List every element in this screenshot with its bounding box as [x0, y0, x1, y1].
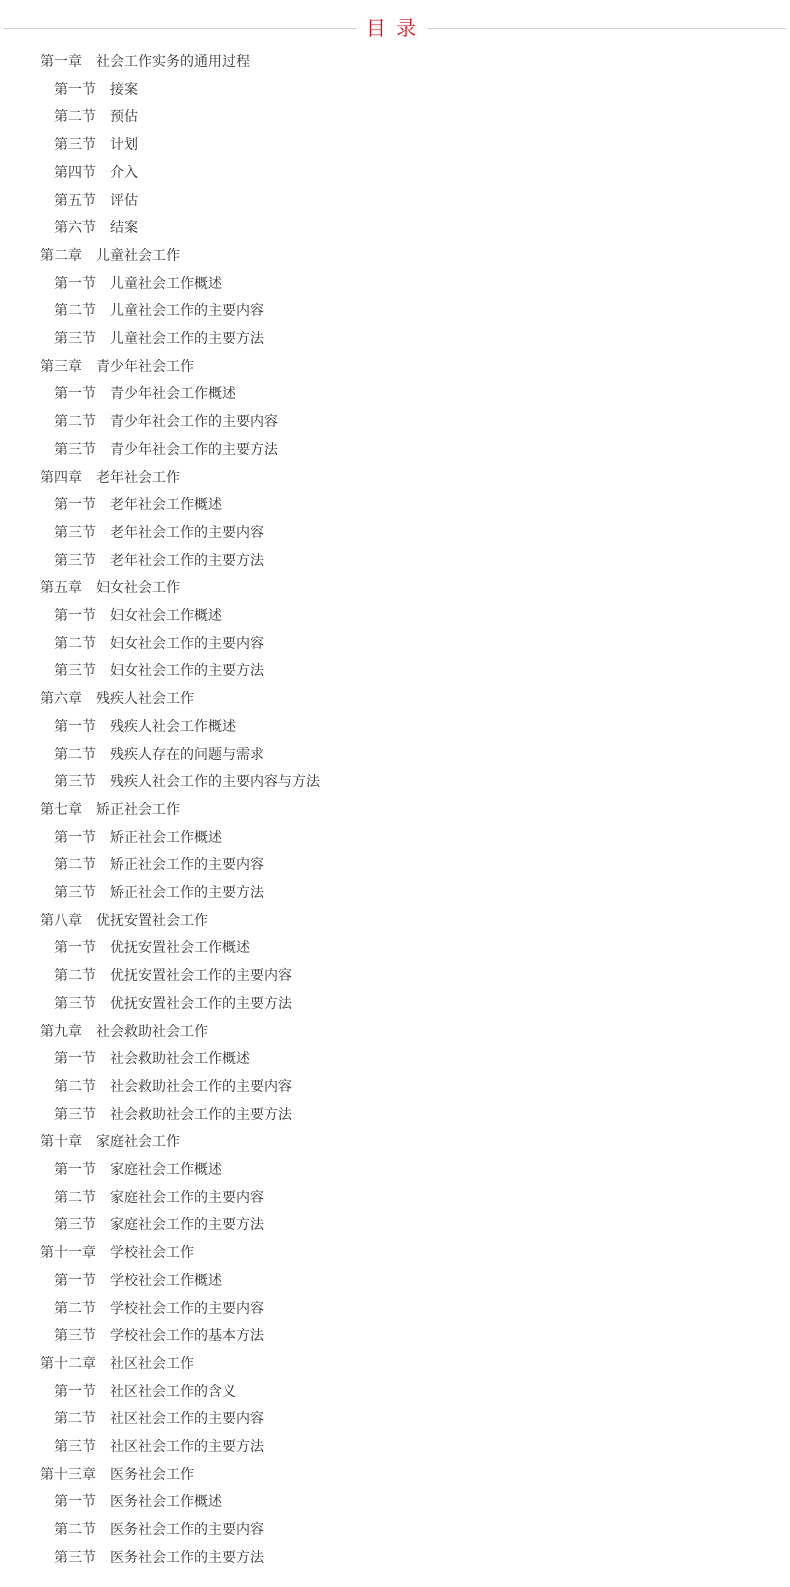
section-title: 社区社会工作的含义 — [110, 1383, 236, 1400]
section-number: 第五节 — [54, 192, 96, 209]
section-title: 残疾人社会工作概述 — [110, 718, 236, 735]
toc-chapter-link[interactable] — [40, 685, 194, 713]
section-number: 第三节 — [54, 1328, 96, 1345]
chapter-title: 老年社会工作 — [96, 469, 180, 486]
section-title: 结案 — [110, 220, 138, 237]
chapter-number: 第九章 — [40, 1023, 82, 1040]
section-title: 老年社会工作的主要内容 — [110, 524, 264, 541]
section-title: 医务社会工作概述 — [110, 1494, 222, 1511]
section-number: 第二节 — [54, 1078, 96, 1095]
section-number: 第三节 — [54, 1217, 96, 1234]
section-title: 家庭社会工作的主要方法 — [110, 1217, 264, 1234]
chapter-title: 家庭社会工作 — [96, 1134, 180, 1151]
toc-section-link[interactable] — [54, 380, 236, 408]
section-number: 第一节 — [54, 275, 96, 292]
chapter-title: 儿童社会工作 — [96, 247, 180, 264]
section-title: 优抚安置社会工作的主要方法 — [110, 995, 292, 1012]
section-number: 第一节 — [54, 608, 96, 624]
toc-section-link[interactable] — [54, 1433, 264, 1461]
section-title: 学校社会工作概述 — [110, 1272, 222, 1289]
toc-chapter-link[interactable] — [40, 1350, 194, 1378]
toc-chapter-link[interactable] — [40, 1018, 208, 1046]
toc-section-link[interactable] — [54, 934, 250, 962]
section-number: 第一节 — [54, 1272, 96, 1289]
section-title: 社区社会工作的主要内容 — [110, 1411, 264, 1428]
chapter-title: 社会工作实务的通用过程 — [96, 54, 250, 70]
section-number: 第一节 — [54, 829, 96, 846]
toc-chapter-link[interactable] — [40, 1239, 194, 1267]
section-number: 第三节 — [54, 524, 96, 541]
section-number: 第二节 — [54, 1189, 96, 1206]
chapter-number: 第十二章 — [40, 1355, 96, 1372]
chapter-number: 第二章 — [40, 247, 82, 264]
chapter-number: 第七章 — [40, 801, 82, 818]
section-number: 第一节 — [54, 940, 96, 957]
section-title: 社会救助社会工作的主要内容 — [110, 1078, 292, 1095]
section-title: 介入 — [110, 164, 138, 181]
section-title: 社会救助社会工作概述 — [110, 1051, 250, 1068]
toc-chapter-link[interactable] — [40, 48, 250, 76]
section-number: 第四节 — [54, 164, 96, 181]
toc-section-link[interactable] — [54, 1516, 264, 1544]
page-title: 目 录 — [365, 16, 419, 40]
section-number: 第一节 — [54, 386, 96, 403]
toc-section-link[interactable] — [54, 713, 236, 741]
toc-section-link[interactable] — [54, 103, 138, 131]
chapter-title: 残疾人社会工作 — [96, 691, 194, 708]
chapter-number: 第六章 — [40, 691, 82, 708]
toc-section-link[interactable] — [54, 1211, 264, 1239]
toc-chapter-link[interactable] — [40, 242, 180, 270]
toc-chapter-link[interactable] — [40, 907, 208, 935]
toc-section-link[interactable] — [54, 1322, 264, 1350]
toc-section-link[interactable] — [54, 1184, 264, 1212]
toc-chapter-link[interactable] — [40, 1128, 180, 1156]
section-number: 第三节 — [54, 1439, 96, 1455]
toc-section-link[interactable] — [54, 1488, 222, 1516]
section-number: 第一节 — [54, 1162, 96, 1178]
section-number: 第一节 — [54, 1051, 96, 1068]
toc-section-link[interactable] — [54, 1267, 222, 1295]
toc-section-link[interactable] — [54, 131, 138, 159]
chapter-title: 矫正社会工作 — [96, 801, 180, 818]
toc-section-link[interactable] — [54, 270, 222, 298]
toc-section-link[interactable] — [54, 1544, 264, 1572]
section-title: 老年社会工作概述 — [110, 497, 222, 514]
section-title: 优抚安置社会工作概述 — [110, 940, 250, 957]
section-title: 残疾人社会工作的主要内容与方法 — [110, 774, 320, 791]
section-title: 儿童社会工作概述 — [110, 275, 222, 292]
toc-section-link[interactable] — [54, 1045, 250, 1073]
toc-section-link[interactable] — [54, 1156, 222, 1184]
section-number: 第一节 — [54, 1383, 96, 1400]
section-number: 第一节 — [54, 1494, 96, 1511]
section-number: 第二节 — [54, 1411, 96, 1428]
section-title: 儿童社会工作的主要内容 — [110, 303, 264, 320]
section-title: 家庭社会工作的主要内容 — [110, 1189, 264, 1206]
chapter-number: 第三章 — [40, 358, 82, 375]
section-title: 妇女社会工作概述 — [110, 608, 222, 624]
section-title: 学校社会工作的基本方法 — [110, 1328, 264, 1345]
toc-chapter-link[interactable] — [40, 1461, 194, 1489]
section-title: 学校社会工作的主要内容 — [110, 1300, 264, 1317]
toc-section-link[interactable] — [54, 491, 222, 519]
section-title: 妇女社会工作的主要方法 — [110, 663, 264, 680]
section-title: 社区社会工作的主要方法 — [110, 1439, 264, 1455]
chapter-number: 第十章 — [40, 1134, 82, 1151]
toc-section-link[interactable] — [54, 187, 138, 215]
toc-section-link[interactable] — [54, 76, 138, 104]
header-divider-right — [428, 28, 786, 29]
section-number: 第三节 — [54, 995, 96, 1012]
section-title: 家庭社会工作概述 — [110, 1162, 222, 1178]
toc-chapter-link[interactable] — [40, 353, 194, 381]
section-title: 残疾人存在的问题与需求 — [110, 746, 264, 763]
toc-section-link[interactable] — [54, 630, 264, 658]
section-title: 社会救助社会工作的主要方法 — [110, 1106, 292, 1123]
toc-chapter-link[interactable] — [40, 574, 180, 602]
section-title: 评估 — [110, 192, 138, 209]
section-title: 医务社会工作的主要内容 — [110, 1522, 264, 1539]
section-title: 青少年社会工作的主要内容 — [110, 414, 278, 431]
section-number: 第二节 — [54, 857, 96, 874]
section-number: 第三节 — [54, 1549, 96, 1566]
section-number: 第一节 — [54, 497, 96, 514]
section-title: 矫正社会工作的主要内容 — [110, 857, 264, 874]
toc-section-link[interactable] — [54, 1073, 292, 1101]
section-title: 计划 — [110, 137, 138, 154]
chapter-title: 医务社会工作 — [110, 1466, 194, 1483]
toc-section-link[interactable] — [54, 741, 264, 769]
toc-section-link[interactable] — [54, 547, 264, 575]
section-title: 接案 — [110, 81, 138, 98]
section-number: 第三节 — [54, 137, 96, 154]
section-number: 第六节 — [54, 220, 96, 237]
section-number: 第二节 — [54, 635, 96, 652]
section-title: 矫正社会工作概述 — [110, 829, 222, 846]
section-title: 青少年社会工作的主要方法 — [110, 441, 278, 458]
section-number: 第二节 — [54, 414, 96, 431]
section-title: 儿童社会工作的主要方法 — [110, 331, 264, 347]
section-number: 第二节 — [54, 968, 96, 985]
section-title: 妇女社会工作的主要内容 — [110, 635, 264, 652]
toc-chapter-link[interactable] — [40, 464, 180, 492]
chapter-title: 社会救助社会工作 — [96, 1023, 208, 1040]
toc-section-link[interactable] — [54, 657, 264, 685]
section-number: 第二节 — [54, 746, 96, 763]
section-number: 第三节 — [54, 885, 96, 901]
header-divider-left — [4, 28, 356, 29]
chapter-number: 第四章 — [40, 469, 82, 486]
toc-section-link[interactable] — [54, 879, 264, 907]
section-number: 第一节 — [54, 81, 96, 98]
section-number: 第二节 — [54, 1300, 96, 1317]
section-title: 青少年社会工作概述 — [110, 386, 236, 403]
toc-section-link[interactable] — [54, 325, 264, 353]
toc-section-link[interactable] — [54, 602, 222, 630]
section-title: 医务社会工作的主要方法 — [110, 1549, 264, 1566]
section-number: 第一节 — [54, 718, 96, 735]
section-title: 优抚安置社会工作的主要内容 — [110, 968, 292, 985]
section-title: 矫正社会工作的主要方法 — [110, 885, 264, 901]
toc-section-link[interactable] — [54, 1378, 236, 1406]
toc-section-link[interactable] — [54, 851, 264, 879]
section-number: 第二节 — [54, 1522, 96, 1539]
chapter-number: 第十三章 — [40, 1466, 96, 1483]
chapter-number: 第五章 — [40, 580, 82, 597]
chapter-title: 青少年社会工作 — [96, 358, 194, 375]
toc-section-link[interactable] — [54, 436, 278, 464]
section-number: 第三节 — [54, 552, 96, 569]
section-number: 第三节 — [54, 441, 96, 458]
toc-section-link[interactable] — [54, 1101, 292, 1129]
section-title: 预估 — [110, 109, 138, 126]
section-number: 第三节 — [54, 663, 96, 680]
toc-header — [0, 14, 790, 42]
section-number: 第二节 — [54, 109, 96, 126]
toc-section-link[interactable] — [54, 1295, 264, 1323]
toc-section-link[interactable] — [54, 408, 278, 436]
toc-section-link[interactable] — [54, 990, 292, 1018]
toc-chapter-link[interactable] — [40, 796, 180, 824]
toc-section-link[interactable] — [54, 159, 138, 187]
toc-section-link[interactable] — [54, 962, 292, 990]
toc-section-link[interactable] — [54, 214, 138, 242]
section-number: 第二节 — [54, 303, 96, 320]
toc-section-link[interactable] — [54, 1405, 264, 1433]
toc-section-link[interactable] — [54, 519, 264, 547]
section-number: 第三节 — [54, 774, 96, 791]
chapter-title: 妇女社会工作 — [96, 580, 180, 597]
chapter-number: 第十一章 — [40, 1245, 96, 1262]
section-title: 老年社会工作的主要方法 — [110, 552, 264, 569]
chapter-number: 第一章 — [40, 54, 82, 70]
toc-section-link[interactable] — [54, 297, 264, 325]
chapter-title: 社区社会工作 — [110, 1355, 194, 1372]
toc-section-link[interactable] — [54, 768, 320, 796]
chapter-title: 学校社会工作 — [110, 1245, 194, 1262]
toc-section-link[interactable] — [54, 824, 222, 852]
chapter-number: 第八章 — [40, 912, 82, 929]
section-number: 第三节 — [54, 1106, 96, 1123]
chapter-title: 优抚安置社会工作 — [96, 912, 208, 929]
section-number: 第三节 — [54, 331, 96, 347]
